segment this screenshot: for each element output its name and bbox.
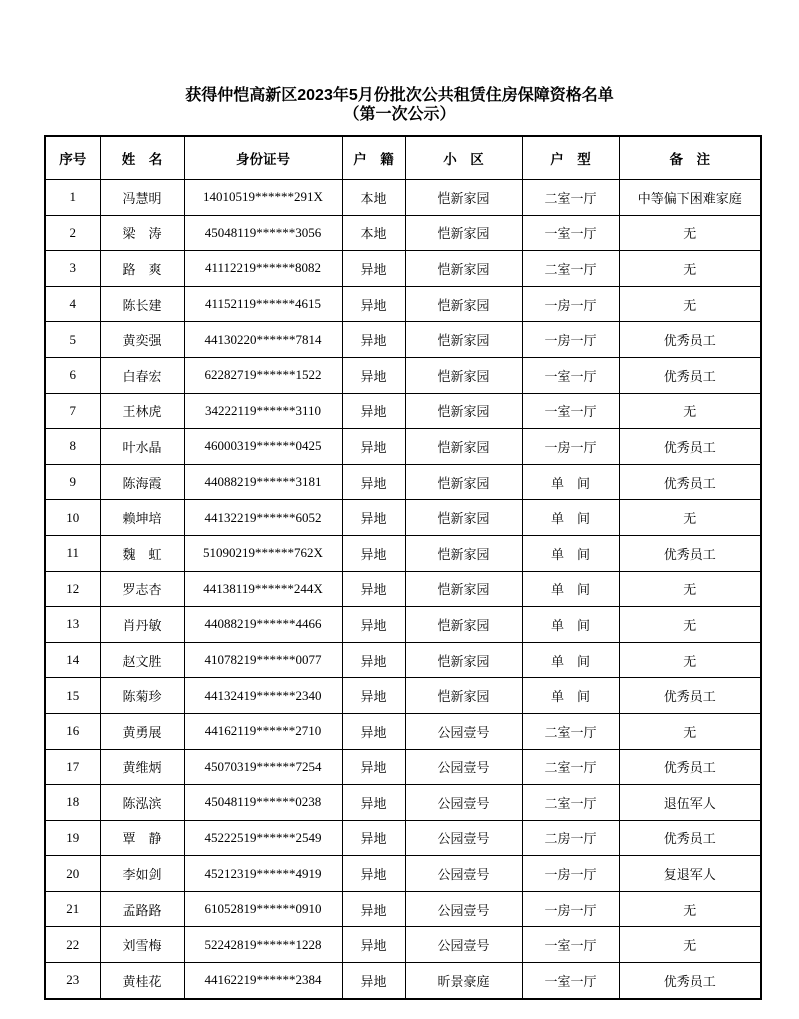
name-cell: 白春宏	[100, 357, 184, 393]
id-number-cell: 45222519******2549	[184, 820, 342, 856]
registration-cell: 本地	[342, 215, 405, 251]
column-header-4: 户 籍	[342, 136, 405, 180]
serial-cell: 18	[45, 785, 100, 821]
registration-cell: 异地	[342, 322, 405, 358]
remark-cell: 优秀员工	[619, 464, 761, 500]
serial-cell: 5	[45, 322, 100, 358]
document-title: 获得仲恺高新区2023年5月份批次公共租赁住房保障资格名单	[185, 87, 614, 104]
serial-cell: 10	[45, 500, 100, 536]
remark-cell: 优秀员工	[619, 322, 761, 358]
remark-cell: 无	[619, 571, 761, 607]
unit-type-cell: 单 间	[522, 464, 619, 500]
table-row	[45, 357, 761, 393]
serial-cell: 20	[45, 856, 100, 892]
id-number-cell: 34222119******3110	[184, 393, 342, 429]
serial-cell: 1	[45, 180, 100, 216]
id-number-cell: 44132219******6052	[184, 500, 342, 536]
community-cell: 恺新家园	[405, 286, 522, 322]
unit-type-cell: 单 间	[522, 535, 619, 571]
community-cell: 恺新家园	[405, 500, 522, 536]
id-number-cell: 44088219******4466	[184, 607, 342, 643]
name-cell: 冯慧明	[100, 180, 184, 216]
table-row	[45, 429, 761, 465]
registration-cell: 异地	[342, 429, 405, 465]
community-cell: 恺新家园	[405, 607, 522, 643]
id-number-cell: 44132419******2340	[184, 678, 342, 714]
table-row	[45, 749, 761, 785]
unit-type-cell: 一房一厅	[522, 322, 619, 358]
table-row	[45, 713, 761, 749]
id-number-cell: 41152119******4615	[184, 286, 342, 322]
name-cell: 赵文胜	[100, 642, 184, 678]
remark-cell: 无	[619, 251, 761, 287]
id-number-cell: 45048119******0238	[184, 785, 342, 821]
name-cell: 肖丹敏	[100, 607, 184, 643]
registration-cell: 异地	[342, 357, 405, 393]
table-row	[45, 571, 761, 607]
remark-cell: 无	[619, 286, 761, 322]
registration-cell: 异地	[342, 393, 405, 429]
id-number-cell: 44162219******2384	[184, 963, 342, 999]
id-number-cell: 14010519******291X	[184, 180, 342, 216]
serial-cell: 7	[45, 393, 100, 429]
name-cell: 黄维炳	[100, 749, 184, 785]
table-row	[45, 607, 761, 643]
unit-type-cell: 一房一厅	[522, 891, 619, 927]
remark-cell: 优秀员工	[619, 749, 761, 785]
serial-cell: 12	[45, 571, 100, 607]
remark-cell: 无	[619, 891, 761, 927]
table-row	[45, 891, 761, 927]
community-cell: 恺新家园	[405, 215, 522, 251]
community-cell: 恺新家园	[405, 535, 522, 571]
community-cell: 恺新家园	[405, 357, 522, 393]
name-cell: 王林虎	[100, 393, 184, 429]
id-number-cell: 45070319******7254	[184, 749, 342, 785]
column-header-3: 身份证号	[184, 136, 342, 180]
community-cell: 公园壹号	[405, 891, 522, 927]
registration-cell: 本地	[342, 180, 405, 216]
unit-type-cell: 二房一厅	[522, 820, 619, 856]
id-number-cell: 45212319******4919	[184, 856, 342, 892]
community-cell: 恺新家园	[405, 251, 522, 287]
remark-cell: 优秀员工	[619, 535, 761, 571]
name-cell: 黄桂花	[100, 963, 184, 999]
name-cell: 覃 静	[100, 820, 184, 856]
table-row	[45, 678, 761, 714]
registration-cell: 异地	[342, 535, 405, 571]
unit-type-cell: 一室一厅	[522, 963, 619, 999]
id-number-cell: 52242819******1228	[184, 927, 342, 963]
name-cell: 赖坤培	[100, 500, 184, 536]
unit-type-cell: 二室一厅	[522, 785, 619, 821]
column-header-2: 姓 名	[100, 136, 184, 180]
table-row	[45, 286, 761, 322]
remark-cell: 无	[619, 607, 761, 643]
community-cell: 公园壹号	[405, 856, 522, 892]
id-number-cell: 41112219******8082	[184, 251, 342, 287]
serial-cell: 19	[45, 820, 100, 856]
name-cell: 罗志杏	[100, 571, 184, 607]
remark-cell: 中等偏下困难家庭	[619, 180, 761, 216]
serial-cell: 21	[45, 891, 100, 927]
community-cell: 恺新家园	[405, 429, 522, 465]
registration-cell: 异地	[342, 856, 405, 892]
registration-cell: 异地	[342, 251, 405, 287]
column-header-1: 序号	[45, 136, 100, 180]
registration-cell: 异地	[342, 891, 405, 927]
unit-type-cell: 单 间	[522, 678, 619, 714]
remark-cell: 无	[619, 393, 761, 429]
serial-cell: 15	[45, 678, 100, 714]
registration-cell: 异地	[342, 464, 405, 500]
community-cell: 昕景豪庭	[405, 963, 522, 999]
community-cell: 恺新家园	[405, 571, 522, 607]
name-cell: 孟路路	[100, 891, 184, 927]
remark-cell: 优秀员工	[619, 963, 761, 999]
unit-type-cell: 二室一厅	[522, 251, 619, 287]
table-row	[45, 500, 761, 536]
column-header-5: 小 区	[405, 136, 522, 180]
unit-type-cell: 二室一厅	[522, 713, 619, 749]
table-row	[45, 535, 761, 571]
name-cell: 路 爽	[100, 251, 184, 287]
name-cell: 叶水晶	[100, 429, 184, 465]
remark-cell: 无	[619, 215, 761, 251]
unit-type-cell: 单 间	[522, 571, 619, 607]
remark-cell: 优秀员工	[619, 678, 761, 714]
community-cell: 公园壹号	[405, 749, 522, 785]
table-row	[45, 785, 761, 821]
community-cell: 公园壹号	[405, 713, 522, 749]
serial-cell: 22	[45, 927, 100, 963]
community-cell: 恺新家园	[405, 322, 522, 358]
community-cell: 公园壹号	[405, 820, 522, 856]
column-header-6: 户 型	[522, 136, 619, 180]
name-cell: 魏 虹	[100, 535, 184, 571]
table-row	[45, 251, 761, 287]
remark-cell: 无	[619, 713, 761, 749]
name-cell: 陈长建	[100, 286, 184, 322]
registration-cell: 异地	[342, 607, 405, 643]
serial-cell: 2	[45, 215, 100, 251]
id-number-cell: 46000319******0425	[184, 429, 342, 465]
serial-cell: 9	[45, 464, 100, 500]
serial-cell: 8	[45, 429, 100, 465]
unit-type-cell: 单 间	[522, 607, 619, 643]
name-cell: 刘雪梅	[100, 927, 184, 963]
unit-type-cell: 一室一厅	[522, 215, 619, 251]
id-number-cell: 61052819******0910	[184, 891, 342, 927]
registration-cell: 异地	[342, 642, 405, 678]
remark-cell: 优秀员工	[619, 357, 761, 393]
id-number-cell: 44162119******2710	[184, 713, 342, 749]
serial-cell: 11	[45, 535, 100, 571]
name-cell: 黄奕强	[100, 322, 184, 358]
serial-cell: 13	[45, 607, 100, 643]
registration-cell: 异地	[342, 785, 405, 821]
registration-cell: 异地	[342, 963, 405, 999]
table-row	[45, 642, 761, 678]
name-cell: 陈海霞	[100, 464, 184, 500]
serial-cell: 6	[45, 357, 100, 393]
serial-cell: 17	[45, 749, 100, 785]
serial-cell: 3	[45, 251, 100, 287]
id-number-cell: 51090219******762X	[184, 535, 342, 571]
unit-type-cell: 一房一厅	[522, 856, 619, 892]
remark-cell: 复退军人	[619, 856, 761, 892]
serial-cell: 16	[45, 713, 100, 749]
community-cell: 恺新家园	[405, 678, 522, 714]
unit-type-cell: 一房一厅	[522, 286, 619, 322]
table-row	[45, 963, 761, 999]
id-number-cell: 62282719******1522	[184, 357, 342, 393]
table-row	[45, 820, 761, 856]
document-subtitle: （第一次公示）	[343, 106, 456, 123]
id-number-cell: 45048119******3056	[184, 215, 342, 251]
unit-type-cell: 一房一厅	[522, 429, 619, 465]
remark-cell: 优秀员工	[619, 820, 761, 856]
registration-cell: 异地	[342, 749, 405, 785]
unit-type-cell: 一室一厅	[522, 357, 619, 393]
table-row	[45, 856, 761, 892]
table-row	[45, 927, 761, 963]
id-number-cell: 41078219******0077	[184, 642, 342, 678]
id-number-cell: 44088219******3181	[184, 464, 342, 500]
table-row	[45, 215, 761, 251]
registration-cell: 异地	[342, 571, 405, 607]
serial-cell: 4	[45, 286, 100, 322]
community-cell: 公园壹号	[405, 927, 522, 963]
registration-cell: 异地	[342, 500, 405, 536]
id-number-cell: 44138119******244X	[184, 571, 342, 607]
registration-cell: 异地	[342, 678, 405, 714]
id-number-cell: 44130220******7814	[184, 322, 342, 358]
community-cell: 恺新家园	[405, 180, 522, 216]
table-header-row	[45, 136, 761, 180]
remark-cell: 退伍军人	[619, 785, 761, 821]
registration-cell: 异地	[342, 286, 405, 322]
housing-qualification-table	[44, 135, 762, 1000]
table-row	[45, 464, 761, 500]
name-cell: 黄勇展	[100, 713, 184, 749]
table-row	[45, 393, 761, 429]
name-cell: 陈菊珍	[100, 678, 184, 714]
serial-cell: 23	[45, 963, 100, 999]
table-row	[45, 180, 761, 216]
unit-type-cell: 一室一厅	[522, 393, 619, 429]
title-block	[0, 0, 799, 124]
unit-type-cell: 单 间	[522, 500, 619, 536]
remark-cell: 无	[619, 642, 761, 678]
remark-cell: 无	[619, 500, 761, 536]
community-cell: 恺新家园	[405, 393, 522, 429]
unit-type-cell: 一室一厅	[522, 927, 619, 963]
table-row	[45, 322, 761, 358]
name-cell: 李如剑	[100, 856, 184, 892]
remark-cell: 无	[619, 927, 761, 963]
registration-cell: 异地	[342, 820, 405, 856]
column-header-7: 备 注	[619, 136, 761, 180]
community-cell: 公园壹号	[405, 785, 522, 821]
remark-cell: 优秀员工	[619, 429, 761, 465]
unit-type-cell: 二室一厅	[522, 180, 619, 216]
unit-type-cell: 单 间	[522, 642, 619, 678]
community-cell: 恺新家园	[405, 642, 522, 678]
registration-cell: 异地	[342, 927, 405, 963]
community-cell: 恺新家园	[405, 464, 522, 500]
name-cell: 陈泓滨	[100, 785, 184, 821]
name-cell: 梁 涛	[100, 215, 184, 251]
unit-type-cell: 二室一厅	[522, 749, 619, 785]
serial-cell: 14	[45, 642, 100, 678]
registration-cell: 异地	[342, 713, 405, 749]
